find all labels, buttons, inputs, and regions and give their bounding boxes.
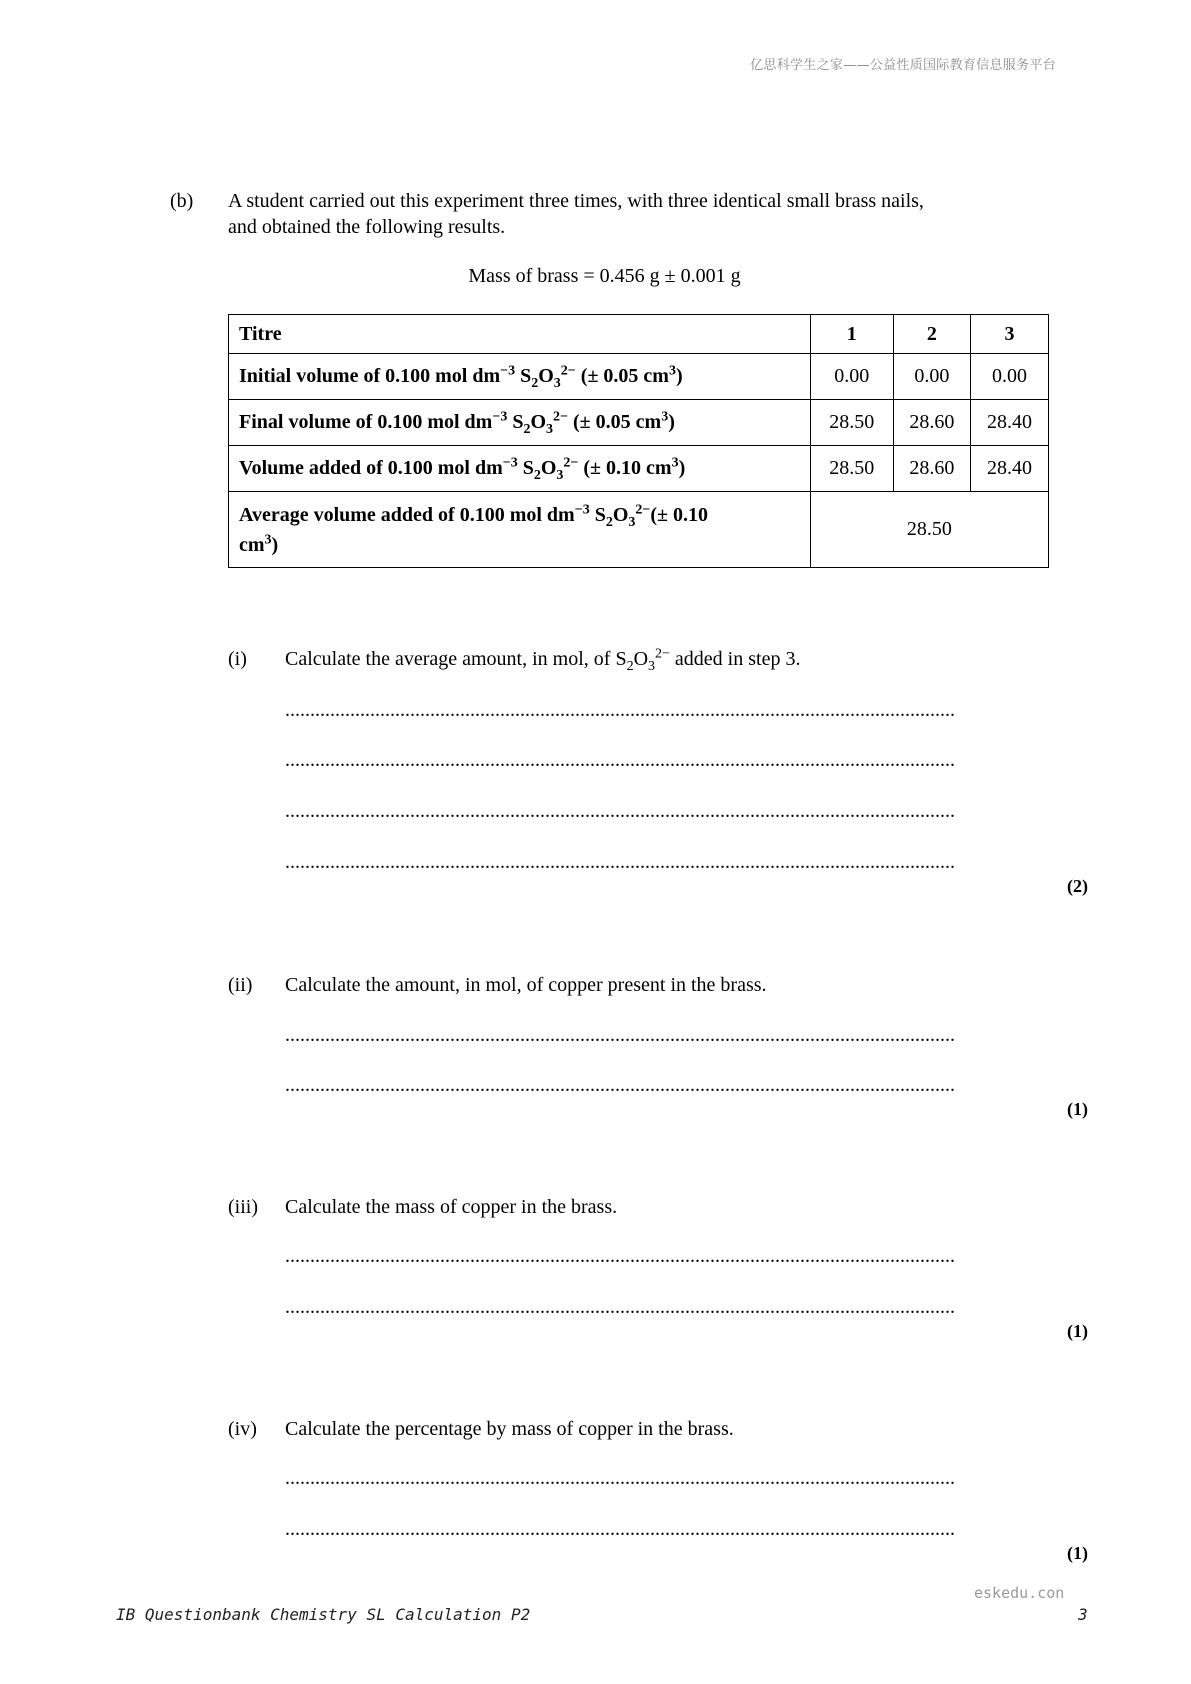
mass-of-brass: Mass of brass = 0.456 g ± 0.001 g bbox=[468, 265, 741, 287]
row-label-final: Final volume of 0.100 mol $dm^{-3}$ $S_2O_3^{2-}$ (± 0.05 $cm^3$) bbox=[229, 400, 811, 446]
row-label-initial: Initial volume of 0.100 mol $dm^{-3}$ $S_2O_3^{2-}$ (± 0.05 $cm^3$) bbox=[229, 354, 811, 400]
initial-trial-2: 0.00 bbox=[893, 354, 970, 400]
question-iii-label: (iii) bbox=[228, 1196, 258, 1218]
question-iii-text: Calculate the mass of copper in the brass. bbox=[285, 1196, 618, 1218]
header-trial-3: 3 bbox=[970, 315, 1048, 354]
footer-title: IB Questionbank Chemistry SL Calculation P2 bbox=[116, 1605, 531, 1624]
results-table bbox=[228, 314, 1049, 568]
part-intro bbox=[228, 188, 924, 240]
added-trial-2: 28.60 bbox=[893, 446, 970, 492]
marks-q3: (1) bbox=[1067, 1321, 1088, 1341]
added-trial-1: 28.50 bbox=[810, 446, 893, 492]
header-note: 亿思科学生之家——公益性质国际教育信息服务平台 bbox=[750, 58, 1056, 73]
intro-line-1: A student carried out this experiment three times, with three identical small brass nails, bbox=[228, 190, 924, 212]
marks-q4: (1) bbox=[1067, 1543, 1088, 1563]
marks-q1: (2) bbox=[1067, 876, 1088, 896]
answer-line[interactable]: ...................................................................................................................................... bbox=[285, 852, 955, 872]
answer-line[interactable]: ...................................................................................................................................... bbox=[285, 1519, 955, 1539]
answer-line[interactable]: ...................................................................................................................................... bbox=[285, 1025, 955, 1045]
answer-line[interactable]: ...................................................................................................................................... bbox=[285, 1246, 955, 1266]
intro-line-2: and obtained the following results. bbox=[228, 216, 506, 238]
question-i-text: Calculate the average amount, in mol, of $S_2O_3^{2-}$ added in step 3. bbox=[285, 646, 801, 674]
question-iv-text: Calculate the percentage by mass of copper in the brass. bbox=[285, 1418, 734, 1440]
table-row bbox=[229, 492, 1049, 568]
table-row bbox=[229, 446, 1049, 492]
header-trial-1: 1 bbox=[810, 315, 893, 354]
average-volume-value: 28.50 bbox=[810, 492, 1048, 568]
marks-q2: (1) bbox=[1067, 1099, 1088, 1119]
answer-line[interactable]: ...................................................................................................................................... bbox=[285, 1468, 955, 1488]
question-iv-label: (iv) bbox=[228, 1418, 257, 1440]
final-trial-3: 28.40 bbox=[970, 400, 1048, 446]
initial-trial-1: 0.00 bbox=[810, 354, 893, 400]
table-row bbox=[229, 400, 1049, 446]
answer-line[interactable]: ...................................................................................................................................... bbox=[285, 700, 955, 720]
added-trial-3: 28.40 bbox=[970, 446, 1048, 492]
final-trial-1: 28.50 bbox=[810, 400, 893, 446]
answer-line[interactable]: ...................................................................................................................................... bbox=[285, 750, 955, 770]
answer-line[interactable]: ...................................................................................................................................... bbox=[285, 1297, 955, 1317]
final-trial-2: 28.60 bbox=[893, 400, 970, 446]
header-trial-2: 2 bbox=[893, 315, 970, 354]
part-label: (b) bbox=[170, 190, 194, 212]
table-row bbox=[229, 354, 1049, 400]
answer-line[interactable]: ...................................................................................................................................... bbox=[285, 801, 955, 821]
answer-line[interactable]: ...................................................................................................................................... bbox=[285, 1075, 955, 1095]
row-label-added: Volume added of 0.100 mol $dm^{-3}$ $S_2O_3^{2-}$ (± 0.10 $cm^3$) bbox=[229, 446, 811, 492]
page-number: 3 bbox=[1078, 1605, 1088, 1624]
brand-watermark: eskedu.con bbox=[974, 1584, 1065, 1602]
initial-trial-3: 0.00 bbox=[970, 354, 1048, 400]
question-ii-text: Calculate the amount, in mol, of copper present in the brass. bbox=[285, 974, 767, 996]
header-titre: Titre bbox=[229, 315, 811, 354]
row-label-average: Average volume added of 0.100 mol $dm^{-3}$ $S_2O_3^{2-}(\pm 0.10$ $cm^3$) bbox=[229, 492, 811, 568]
question-ii-label: (ii) bbox=[228, 974, 253, 996]
table-header-row bbox=[229, 315, 1049, 354]
question-i-label: (i) bbox=[228, 648, 247, 670]
